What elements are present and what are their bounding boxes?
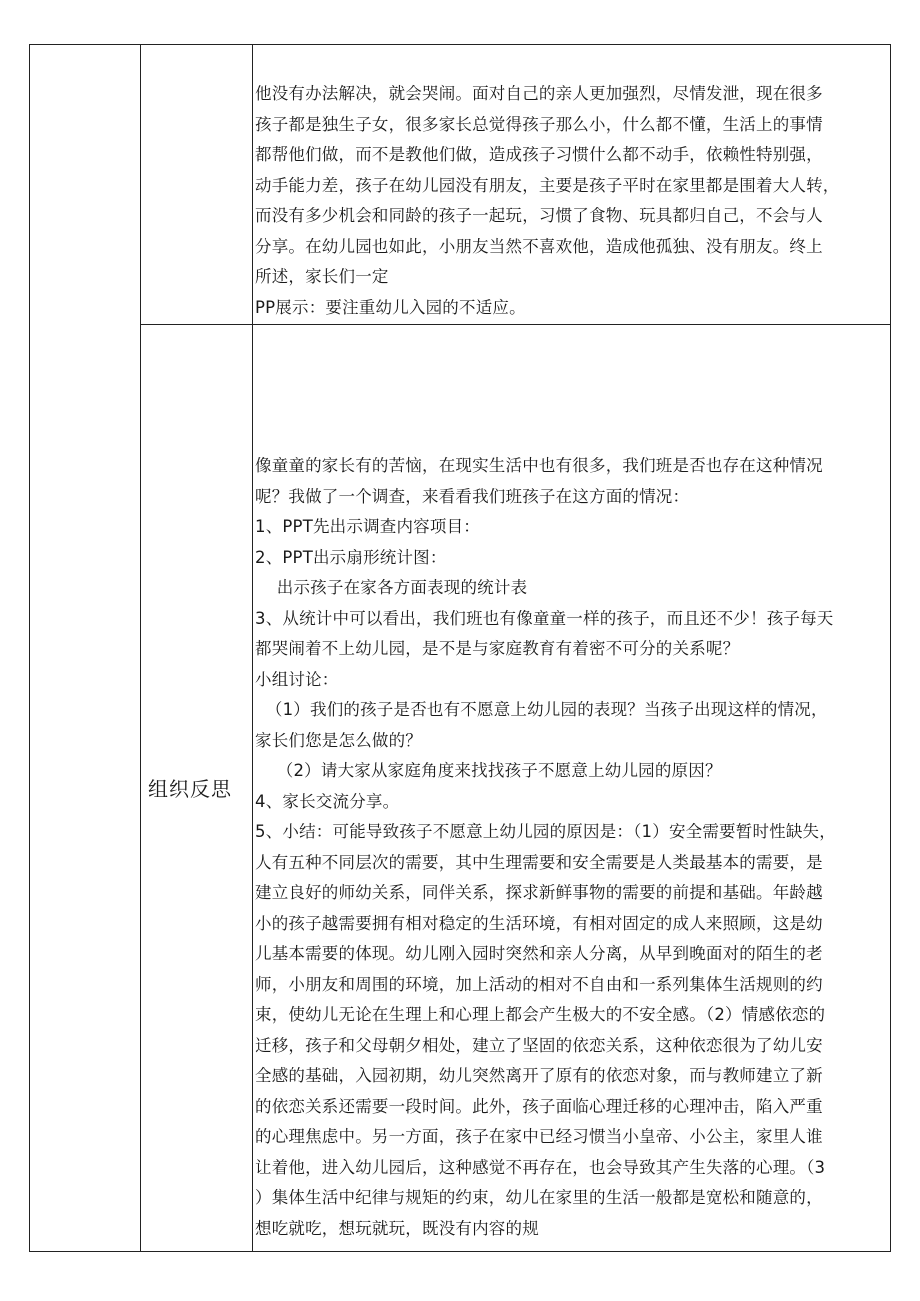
text-line: 束，使幼儿无论在生理上和心理上都会产生极大的不安全感。（2）情感依恋的 [255, 1005, 826, 1024]
text-line: 儿基本需要的体现。幼儿刚入园时突然和亲人分离，从早到晚面对的陌生的老 [255, 944, 823, 963]
text-line: 5、小结：可能导致孩子不愿意上幼儿园的原因是：（1）安全需要暂时性缺失， [255, 822, 836, 841]
text-line: 全感的基础，入园初期，幼儿突然离开了原有的依恋对象，而与教师建立了新 [255, 1066, 823, 1085]
row2-content [255, 451, 889, 1244]
text-line: 像童童的家长有的苦恼，在现实生活中也有很多，我们班是否也存在这种情况 [255, 456, 823, 475]
text-line: 让着他，进入幼儿园后，这种感觉不再存在，也会导致其产生失落的心理。（3 [255, 1157, 826, 1177]
text-line: ）集体生活中纪律与规矩的约束，幼儿在家里的生活一般都是宽松和随意的， [255, 1188, 823, 1207]
row-divider [140, 324, 890, 325]
text-line: 都哭闹着不上幼儿园，是不是与家庭教育有着密不可分的关系呢？ [255, 639, 740, 658]
text-line: （1）我们的孩子是否也有不愿意上幼儿园的表现？当孩子出现这样的情况， [255, 700, 828, 719]
text-line: 人有五种不同层次的需要，其中生理需要和安全需要是人类最基本的需要，是 [255, 852, 823, 872]
text-line: 孩子都是独生子女，很多家长总觉得孩子那么小，什么都不懂，生活上的事情 [255, 114, 823, 134]
text-line: 3、从统计中可以看出，我们班也有像童童一样的孩子，而且还不少！孩子每天 [255, 608, 834, 628]
text-line: 的心理焦虑中。另一方面，孩子在家中已经习惯当小皇帝、小公主，家里人谁 [255, 1127, 823, 1146]
text-line: 想吃就吃，想玩就玩，既没有内容的规 [255, 1218, 539, 1238]
column-divider-1 [140, 45, 141, 1251]
text-line: 小的孩子越需要拥有相对稳定的生活环境，有相对固定的成人来照顾，这是幼 [255, 913, 823, 933]
text-line: 4、家长交流分享。 [255, 791, 400, 811]
text-line: 都帮他们做，而不是教他们做，造成孩子习惯什么都不动手，依赖性特别强， [255, 145, 823, 164]
text-line: 建立良好的师幼关系，同伴关系，探求新鲜事物的需要的前提和基础。年龄越 [255, 883, 823, 902]
lesson-table [29, 44, 891, 1252]
text-line: 1、PPT先出示调查内容项目： [255, 517, 480, 536]
text-line: 呢？我做了一个调查，来看看我们班孩子在这方面的情况： [255, 486, 690, 506]
text-line: 家长们您是怎么做的？ [255, 730, 422, 750]
text-line: 小组讨论： [255, 669, 339, 689]
text-line: 的依恋关系还需要一段时间。此外，孩子面临心理迁移的心理冲击，陷入严重 [255, 1096, 823, 1116]
text-line: 他没有办法解决，就会哭闹。面对自己的亲人更加强烈，尽情发泄，现在很多 [255, 84, 823, 103]
text-line: 出示孩子在家各方面表现的统计表 [255, 578, 528, 597]
text-line: 2、PPT出示扇形统计图： [255, 547, 447, 567]
column-divider-2 [252, 45, 253, 1251]
text-line: 所述，家长们一定 [255, 267, 389, 286]
text-line: PP展示：要注重幼儿入园的不适应。 [255, 297, 526, 317]
text-line: 动手能力差，孩子在幼儿园没有朋友，主要是孩子平时在家里都是围着大人转， [255, 175, 840, 195]
text-line: 师，小朋友和周围的环境，加上活动的相对不自由和一系列集体生活规则的约 [255, 974, 823, 994]
text-line: 而没有多少机会和同龄的孩子一起玩，习惯了食物、玩具都归自己，不会与人 [255, 206, 823, 225]
section-label: 组织反思 [148, 777, 232, 801]
row1-content [255, 79, 889, 323]
text-line: 迁移，孩子和父母朝夕相处，建立了坚固的依恋关系，这种依恋很为了幼儿安 [255, 1035, 823, 1055]
text-line: 分享。在幼儿园也如此，小朋友当然不喜欢他，造成他孤独、没有朋友。终上 [255, 236, 823, 256]
text-line: （2）请大家从家庭角度来找找孩子不愿意上幼儿园的原因？ [255, 761, 722, 780]
